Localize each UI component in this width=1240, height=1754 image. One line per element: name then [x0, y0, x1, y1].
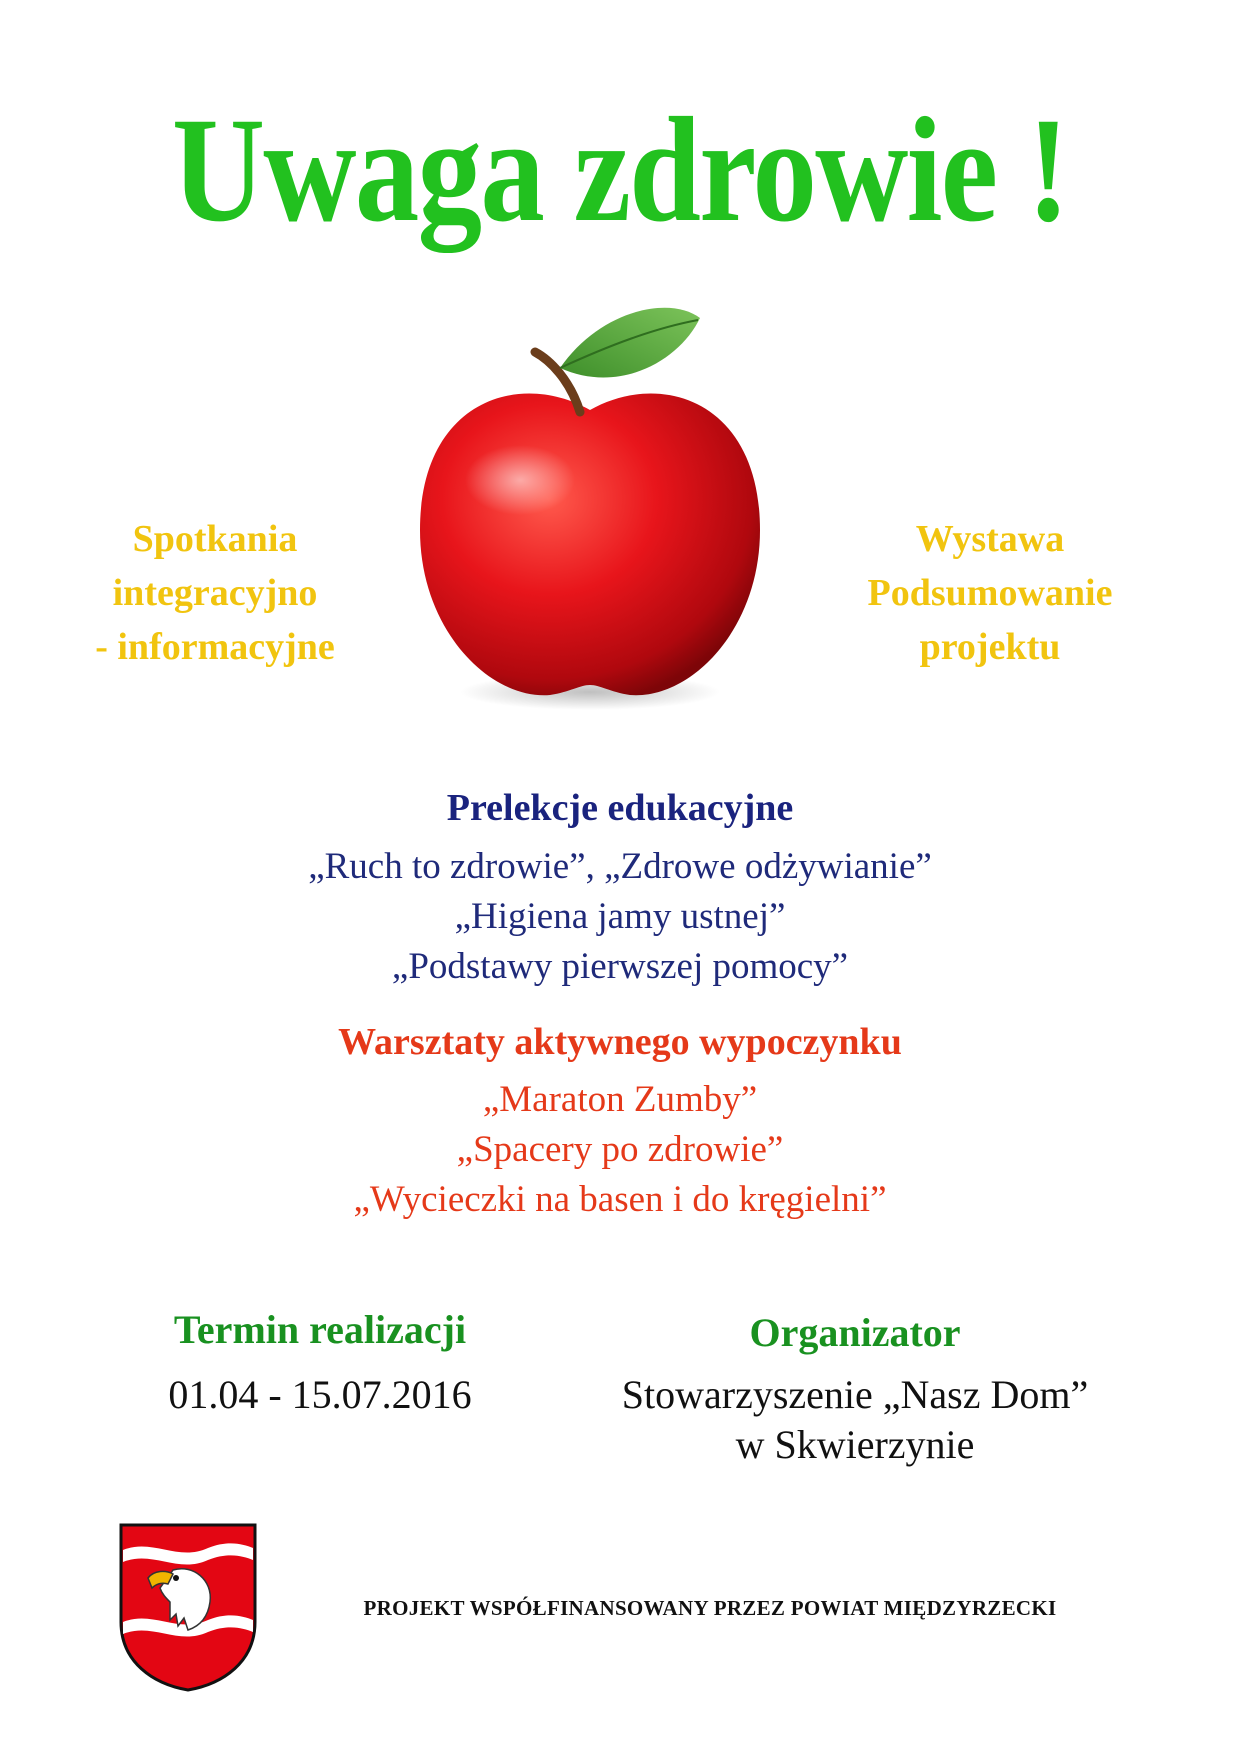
- organizer-name: [560, 1370, 1150, 1470]
- organizer-line: Stowarzyszenie „Nasz Dom”: [621, 1372, 1089, 1417]
- list-item: „Ruch to zdrowie”, „Zdrowe odżywianie”: [308, 846, 932, 887]
- list-item: „Maraton Zumby”: [482, 1079, 758, 1120]
- workshops-list: [0, 1075, 1240, 1225]
- list-item: „Podstawy pierwszej pomocy”: [391, 946, 849, 987]
- list-item: „Spacery po zdrowie”: [456, 1129, 784, 1170]
- funding-footer: PROJEKT WSPÓŁFINANSOWANY PRZEZ POWIAT MIĘDZYRZECKI: [363, 1596, 1057, 1620]
- term-heading: Termin realizacji: [173, 1307, 467, 1352]
- exhibition-line: projektu: [919, 626, 1061, 668]
- apple-image: [400, 300, 780, 720]
- list-item: „Higiena jamy ustnej”: [454, 896, 786, 937]
- lectures-heading: Prelekcje edukacyjne: [446, 787, 794, 829]
- term-dates: 01.04 - 15.07.2016: [168, 1372, 472, 1417]
- workshops-heading: Warsztaty aktywnego wypoczynku: [338, 1021, 902, 1063]
- meetings-line: Spotkania: [132, 518, 298, 560]
- poster-title: Uwaga zdrowie !: [171, 87, 1069, 253]
- exhibition-block: [830, 512, 1150, 674]
- organizer-line: w Skwierzynie: [735, 1422, 975, 1467]
- meetings-block: [55, 512, 375, 674]
- eagle-coat-of-arms-icon: [118, 1522, 258, 1692]
- list-item: „Wycieczki na basen i do kręgielni”: [353, 1179, 887, 1220]
- meetings-line: - informacyjne: [95, 626, 335, 668]
- exhibition-line: Wystawa: [915, 518, 1065, 560]
- lectures-list: [0, 842, 1240, 992]
- exhibition-line: Podsumowanie: [867, 572, 1113, 614]
- meetings-line: integracyjno: [112, 572, 318, 614]
- organizer-heading: Organizator: [749, 1310, 961, 1355]
